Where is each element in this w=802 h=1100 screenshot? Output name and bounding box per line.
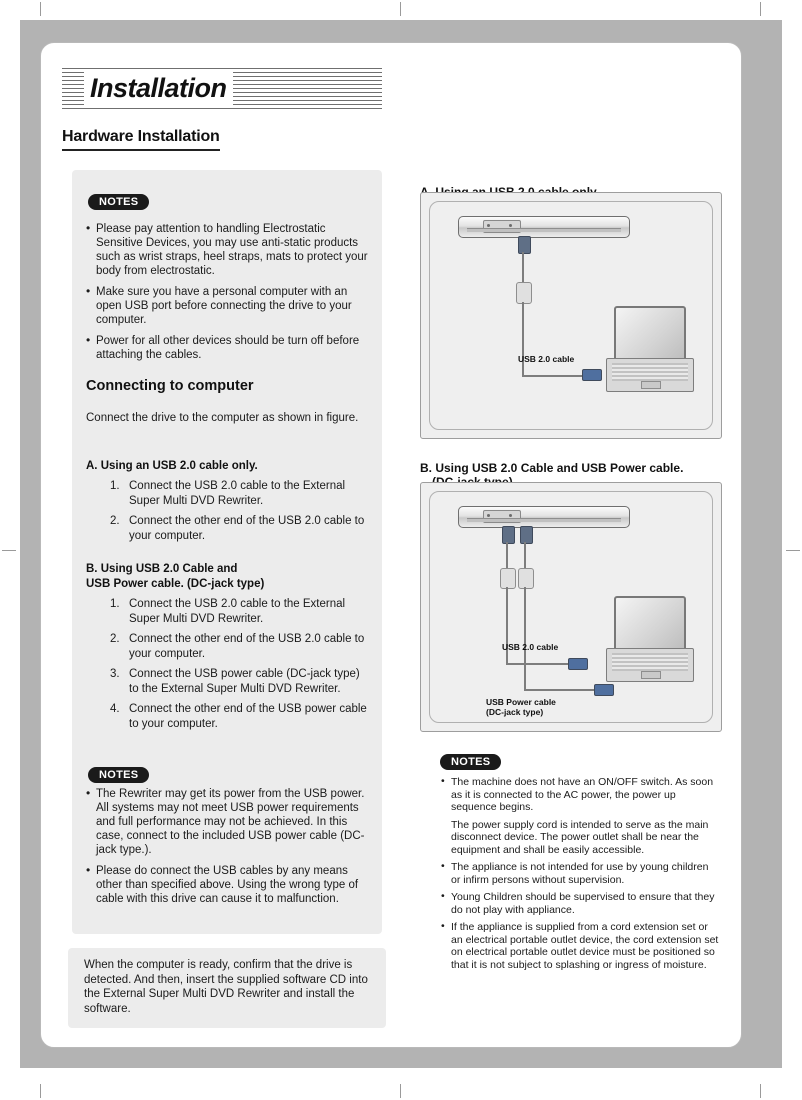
laptop-screen: [614, 306, 686, 362]
usb-connector-pc-side: [582, 369, 602, 381]
dvd-drive-device: [458, 506, 630, 528]
laptop-touchpad: [641, 381, 661, 389]
dc-jack-connector-drive-side: [520, 526, 533, 544]
laptop-base: [606, 648, 694, 682]
page-title-banner: [62, 68, 382, 110]
case-a-steps: [110, 479, 370, 549]
drive-led: [487, 514, 490, 517]
drive-led: [487, 224, 490, 227]
drive-button: [509, 514, 512, 517]
list-item: • Make sure you have a personal computer with an open USB port before connecting the drive to your computer.: [86, 285, 370, 327]
notes-badge-2: NOTES: [88, 765, 149, 783]
list-item: 4. Connect the other end of the USB power cable to your computer.: [110, 703, 367, 730]
section-heading: Hardware Installation: [62, 128, 220, 151]
notes-list-1: [86, 222, 370, 369]
list-item: • Power for all other devices should be turn off before attaching the cables.: [86, 334, 370, 362]
laptop-touchpad: [641, 671, 661, 679]
crop-mark-tl-v: [40, 2, 41, 16]
laptop-keyboard: [612, 363, 688, 381]
notes-list-3: [440, 776, 720, 971]
crop-mark-br-v: [760, 1084, 761, 1098]
usb-cable-segment: [506, 663, 570, 665]
case-b-steps: [110, 597, 370, 737]
list-item: • Please do connect the USB cables by any means other than specified above. Using the wrong type of cable with this drive can cause it to malfunction.: [86, 864, 370, 906]
ferrite-core: [516, 282, 532, 304]
page-title: Installation: [84, 71, 233, 105]
usb-connector-drive-side: [502, 526, 515, 544]
list-item: 1. Connect the USB 2.0 cable to the External Super Multi DVD Rewriter.: [110, 598, 346, 625]
list-item: 1. Connect the USB 2.0 cable to the External Super Multi DVD Rewriter.: [110, 480, 346, 507]
usb-cable-segment: [522, 302, 524, 377]
figure-a-inner: [429, 201, 713, 430]
dvd-drive-device: [458, 216, 630, 238]
case-b-heading-line1: B. Using USB 2.0 Cable and: [86, 563, 238, 575]
figure-b-caption-line1: B. Using USB 2.0 Cable and USB Power cable.: [420, 461, 684, 475]
drive-button: [509, 224, 512, 227]
figure-b-inner: [429, 491, 713, 723]
connecting-body: Connect the drive to the computer as shown in figure.: [86, 412, 359, 424]
crop-mark-bc-v: [400, 1084, 401, 1098]
case-a-heading: A. Using an USB 2.0 cable only.: [86, 460, 258, 472]
crop-mark-tr-v: [760, 2, 761, 16]
list-item: 3. Connect the USB power cable (DC-jack type) to the External Super Multi DVD Rewriter.: [110, 668, 360, 695]
figure-b: [420, 482, 722, 732]
crop-mark-mr-h: [786, 550, 800, 551]
power-cable-label-line2: (DC-jack type): [486, 707, 544, 717]
usb-cable-segment: [522, 375, 584, 377]
list-item: 2. Connect the other end of the USB 2.0 cable to your computer.: [110, 633, 365, 660]
usb-connector-drive-side: [518, 236, 531, 254]
right-notes-block: [440, 752, 720, 976]
list-item: • If the appliance is supplied from a cord extension set or an electrical portable outlet device, the cord extension set on electrical portable outlet device must be positioned so that it is not subject to splashing or ingress of moisture.: [440, 921, 720, 971]
ferrite-core: [500, 568, 516, 589]
crop-mark-tc-v: [400, 2, 401, 16]
figure-a: [420, 192, 722, 439]
case-b-heading-line2: USB Power cable. (DC-jack type): [86, 578, 265, 590]
power-connector-pc-side: [594, 684, 614, 696]
usb-cable-label: USB 2.0 cable: [502, 642, 559, 652]
power-cable-segment: [524, 587, 526, 691]
usb-cable-label: USB 2.0 cable: [518, 354, 575, 364]
ferrite-core: [518, 568, 534, 589]
list-item: • The appliance is not intended for use by young children or infirm persons without supervision.: [440, 861, 720, 886]
power-cable-segment: [524, 689, 596, 691]
list-item: • The machine does not have an ON/OFF switch. As soon as it is connected to the AC power, the power up sequence begins.: [440, 776, 720, 814]
notes-list-2: [86, 787, 370, 913]
drive-disc-slot: [467, 518, 621, 522]
laptop-base: [606, 358, 694, 392]
usb-cable-segment: [506, 542, 508, 568]
list-item: • Young Children should be supervised to ensure that they do not play with appliance.: [440, 891, 720, 916]
list-item: • The Rewriter may get its power from the USB power. All systems may not meet USB power requirements and full performance may not be achieved. In this case, connect to the included USB power cable (DC-jack type.).: [86, 787, 370, 857]
crop-mark-bl-v: [40, 1084, 41, 1098]
power-cable-segment: [524, 542, 526, 568]
connecting-heading: Connecting to computer: [86, 378, 254, 394]
laptop-screen: [614, 596, 686, 652]
notes-badge-1: NOTES: [88, 192, 149, 210]
laptop-keyboard: [612, 653, 688, 671]
list-item: • Please pay attention to handling Electrostatic Sensitive Devices, you may use anti-static products such as wrist straps, heel straps, mats to protect your body from electrostatic.: [86, 222, 370, 278]
usb-cable-segment: [506, 587, 508, 665]
crop-mark-ml-h: [2, 550, 16, 551]
drive-disc-slot: [467, 228, 621, 232]
usb-connector-pc-side: [568, 658, 588, 670]
usb-cable-segment: [522, 252, 524, 282]
notes-badge-3: NOTES: [440, 754, 501, 770]
power-cable-label-line1: USB Power cable: [486, 697, 556, 707]
list-item: The power supply cord is intended to serve as the main disconnect device. The power outlet shall be near the equipment and shall be easily accessible.: [451, 818, 709, 856]
final-note-text: When the computer is ready, confirm that the drive is detected. And then, insert the supplied software CD into the External Super Multi DVD Rewriter and install the software.: [84, 959, 368, 1015]
list-item: 2. Connect the other end of the USB 2.0 cable to your computer.: [110, 515, 365, 542]
